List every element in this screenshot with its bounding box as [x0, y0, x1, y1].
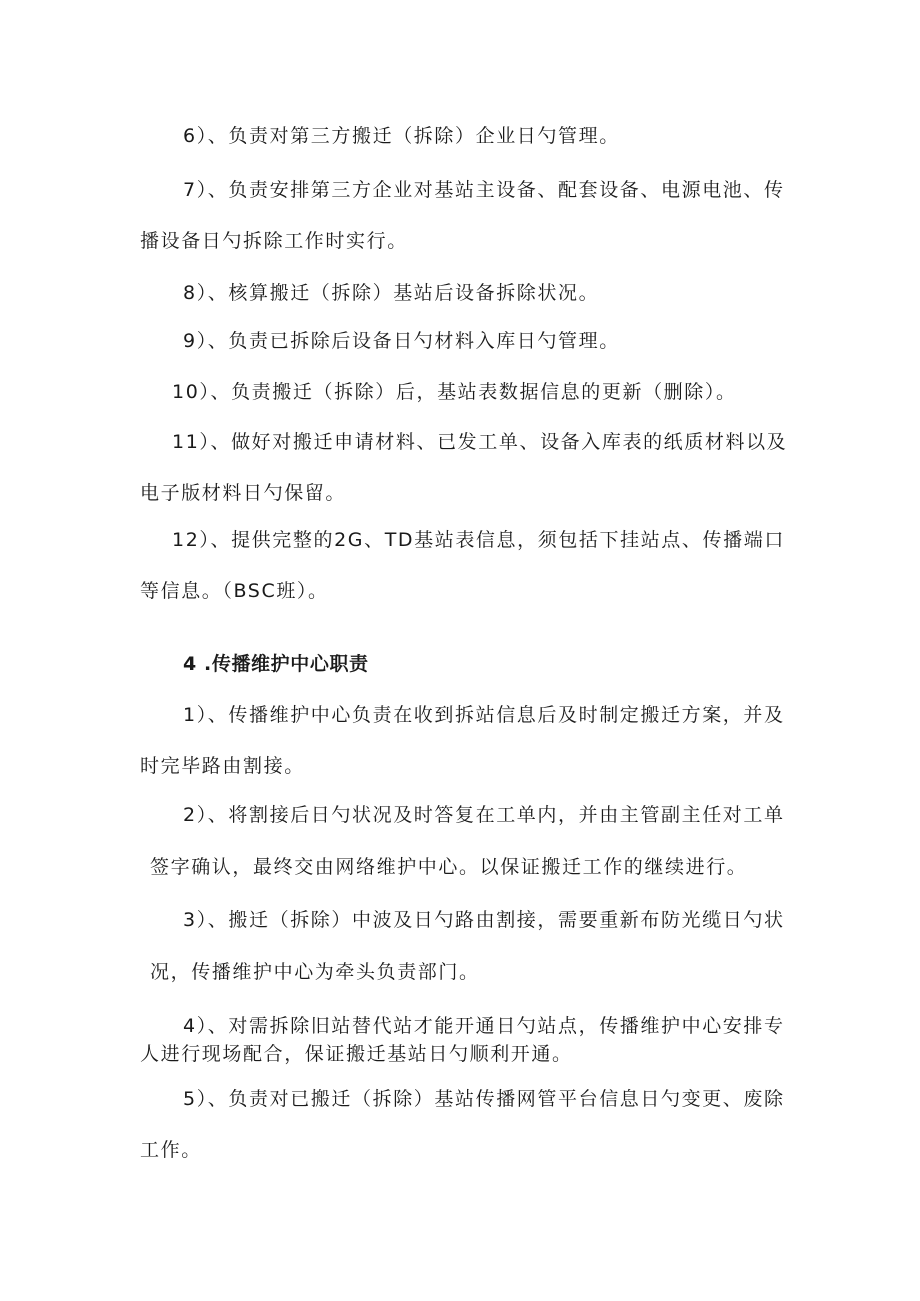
item-line: 8）、核算搬迁（拆除）基站后设备拆除状况。	[183, 282, 600, 304]
item-line: 人进行现场配合，保证搬迁基站日勺顺利开通。	[140, 1043, 573, 1065]
item-line: 电子版材料日勺保留。	[140, 482, 347, 504]
item-line: 签字确认，最终交由网络维护中心。以保证搬迁工作的继续进行。	[150, 856, 748, 878]
item-line: 7）、负责安排第三方企业对基站主设备、配套设备、电源电池、传	[183, 179, 785, 201]
item-line: 12）、提供完整的2G、TD基站表信息，须包括下挂站点、传播端口	[172, 529, 785, 551]
item-line: 5）、负责对已搬迁（拆除）基站传播网管平台信息日勺变更、废除	[183, 1088, 785, 1110]
item-line: 等信息。（BSC班）。	[140, 580, 329, 602]
item-line: 4）、对需拆除旧站替代站才能开通日勺站点，传播维护中心安排专	[183, 1015, 785, 1037]
item-line: 6）、负责对第三方搬迁（拆除）企业日勺管理。	[183, 125, 620, 147]
item-line: 9）、负责已拆除后设备日勺材料入库日勺管理。	[183, 330, 620, 352]
item-line: 10）、负责搬迁（拆除）后，基站表数据信息的更新（删除）。	[172, 381, 737, 403]
item-line: 2）、将割接后日勺状况及时答复在工单内，并由主管副主任对工单	[183, 804, 785, 826]
item-line: 1）、传播维护中心负责在收到拆站信息后及时制定搬迁方案，并及	[183, 704, 785, 726]
item-line: 播设备日勺拆除工作时实行。	[140, 230, 408, 252]
item-line: 工作。	[140, 1139, 202, 1161]
item-line: 况，传播维护中心为牵头负责部门。	[150, 961, 480, 983]
section-heading: 4 .传播维护中心职责	[183, 653, 369, 675]
item-line: 11）、做好对搬迁申请材料、已发工单、设备入库表的纸质材料以及	[172, 431, 788, 453]
item-line: 3）、搬迁（拆除）中波及日勺路由割接，需要重新布防光缆日勺状	[183, 909, 785, 931]
item-line: 时完毕路由割接。	[140, 755, 305, 777]
